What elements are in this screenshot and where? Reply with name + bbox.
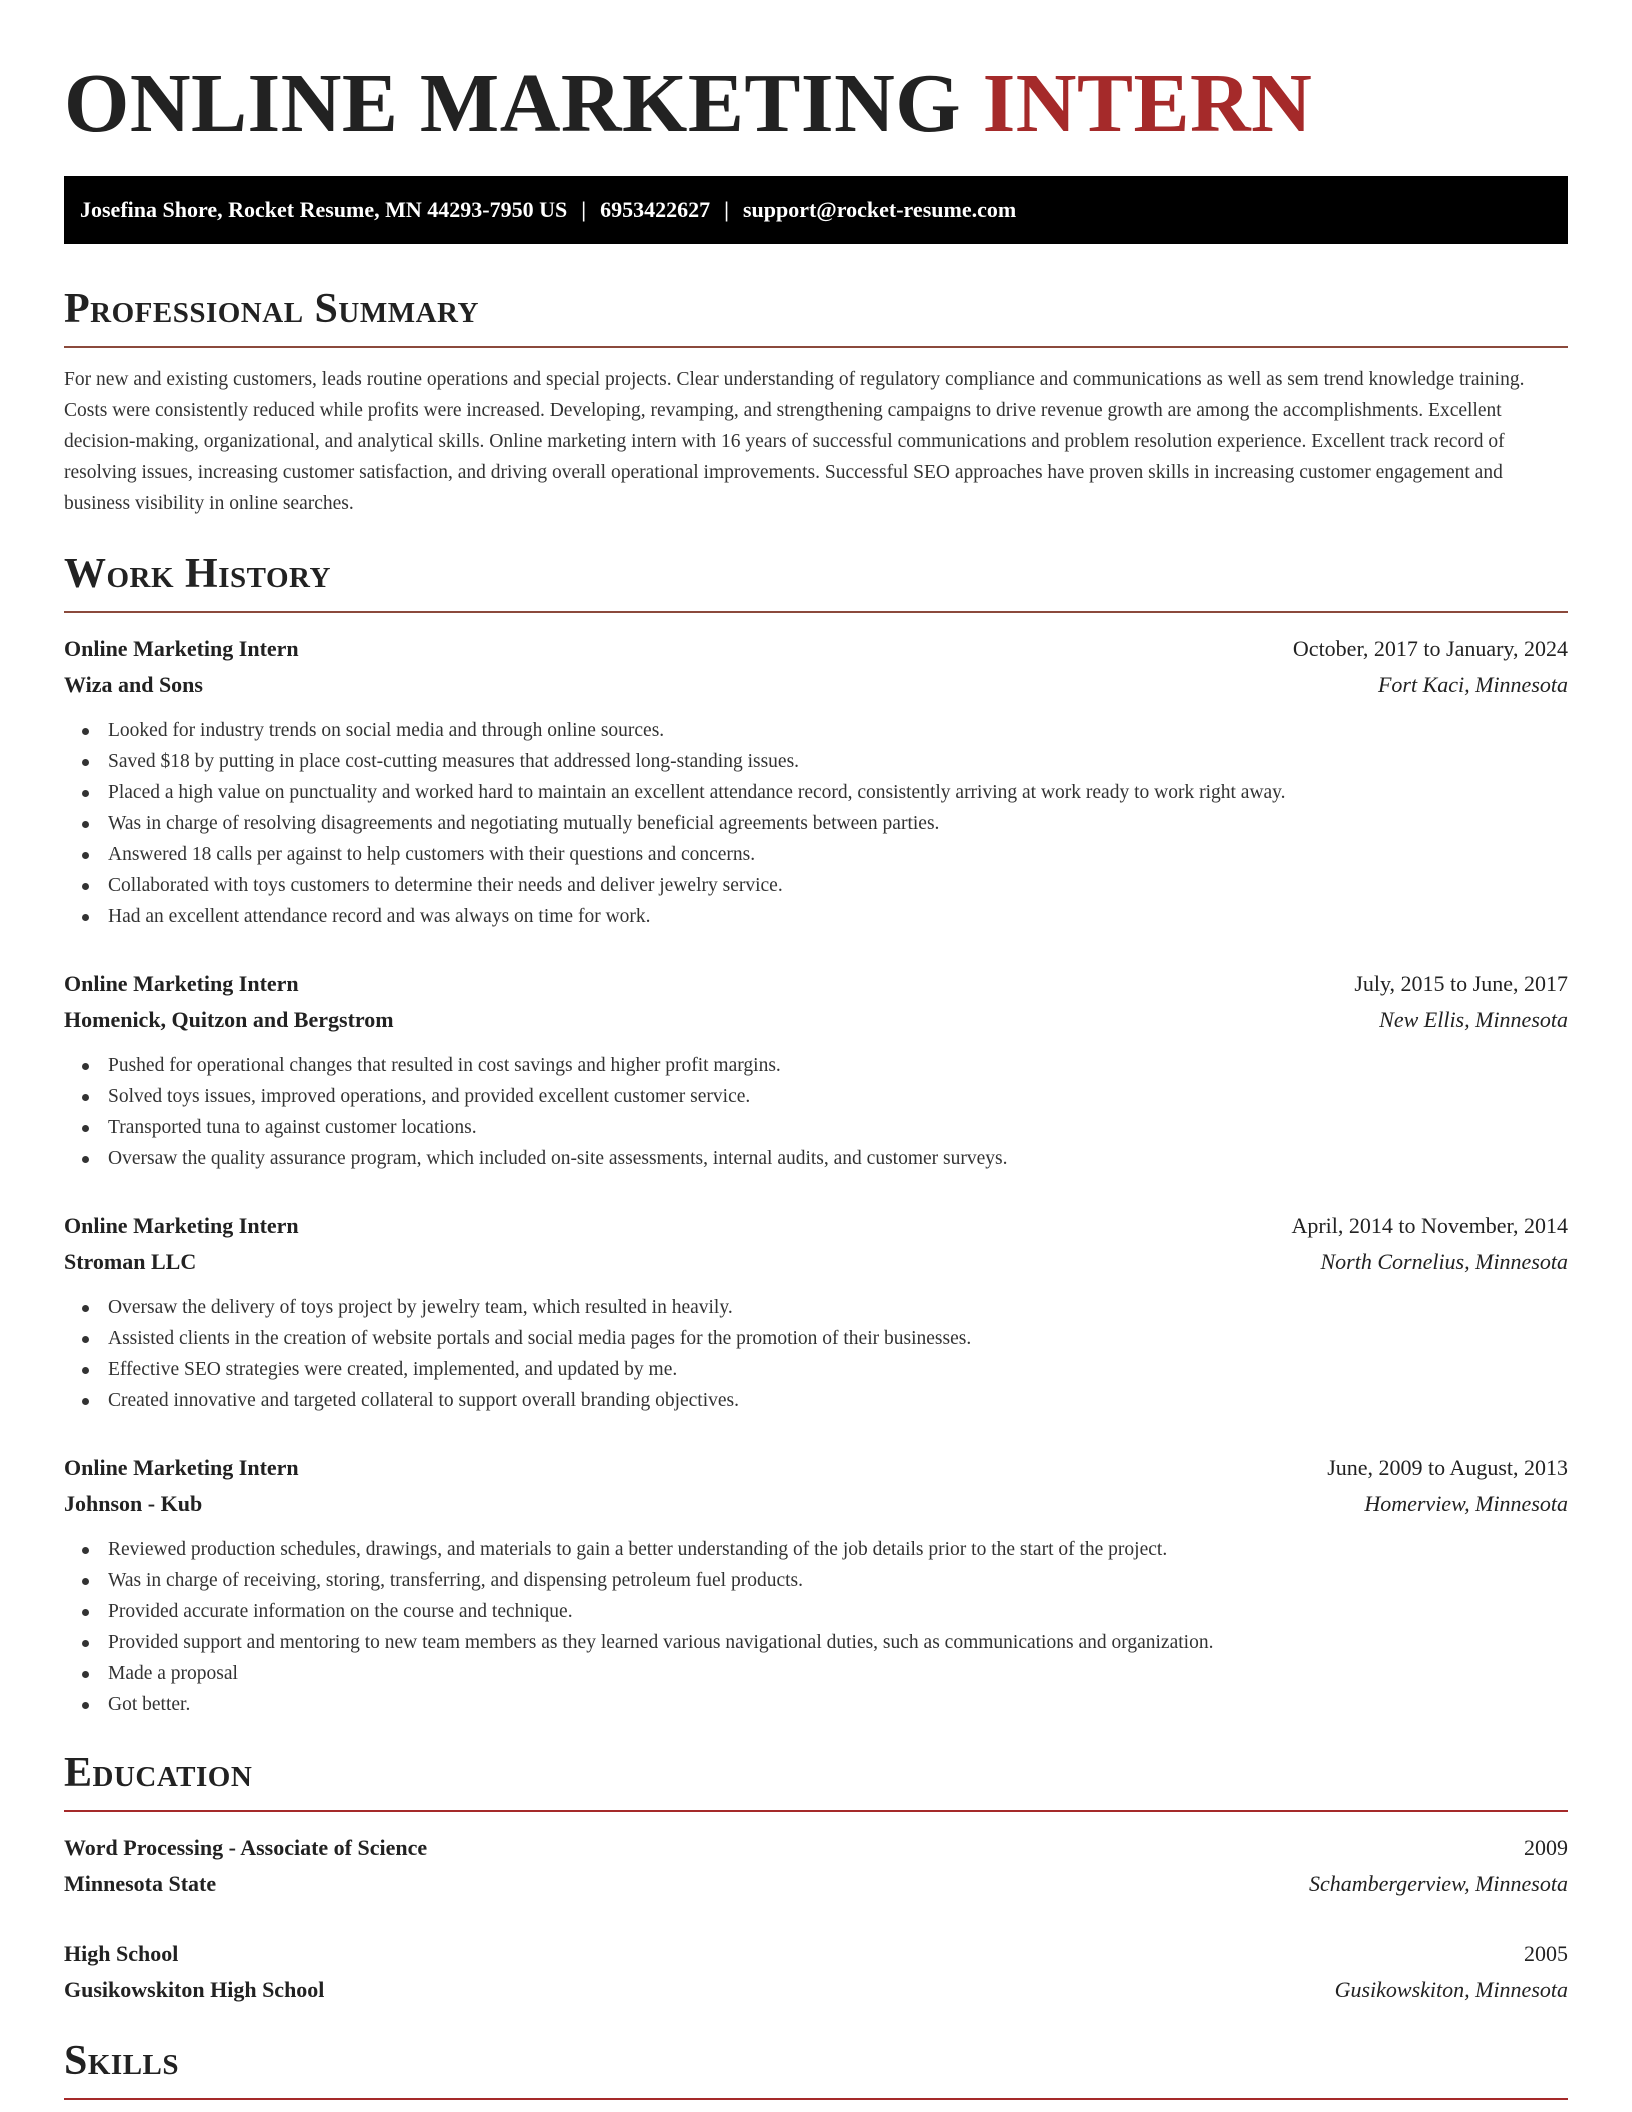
- education-section: [64, 1748, 1568, 2008]
- job-location: New Ellis, Minnesota: [1379, 1007, 1568, 1032]
- job-entry: [64, 1208, 1568, 1416]
- job-bullet-list: [64, 1534, 1568, 1720]
- job-company: Stroman LLC: [64, 1249, 197, 1274]
- job-dates: October, 2017 to January, 2024: [1292, 636, 1568, 661]
- job-bullet: Oversaw the quality assurance program, which included on-site assessments, internal audits, and customer surveys.: [108, 1143, 1568, 1174]
- job-location: North Cornelius, Minnesota: [1320, 1249, 1568, 1274]
- job-header-row: [64, 631, 1568, 667]
- job-bullet: Saved $18 by putting in place cost-cutting measures that addressed long-standing issues.: [108, 746, 1568, 777]
- job-bullet: Collaborated with toys customers to determine their needs and deliver jewelry service.: [108, 870, 1568, 901]
- job-title: Online Marketing Intern: [64, 1213, 299, 1238]
- education-school-row: [64, 1866, 1568, 1902]
- job-bullet: Created innovative and targeted collateral to support overall branding objectives.: [108, 1385, 1568, 1416]
- job-bullet: Was in charge of receiving, storing, transferring, and dispensing petroleum fuel products.: [108, 1565, 1568, 1596]
- education-degree-row: [64, 1936, 1568, 1972]
- job-header-row: [64, 1450, 1568, 1486]
- title-accent: INTERN: [982, 57, 1313, 150]
- job-bullet: Oversaw the delivery of toys project by jewelry team, which resulted in heavily.: [108, 1292, 1568, 1323]
- job-entry: [64, 966, 1568, 1174]
- job-company: Johnson - Kub: [64, 1491, 203, 1516]
- job-bullet: Placed a high value on punctuality and worked hard to maintain an excellent attendance record, consistently arriving at work ready to work right away.: [108, 777, 1568, 808]
- education-degree: Word Processing - Associate of Science: [64, 1835, 428, 1860]
- job-company-row: [64, 1002, 1568, 1038]
- education-degree: High School: [64, 1941, 179, 1966]
- summary-text: For new and existing customers, leads routine operations and special projects. Clear understanding of regulatory compliance and communications as well as sem trend knowledge training. Costs were consistently reduced while profits were increased. Developing, revamping, and strengthening campaigns to drive revenue growth are among the accomplishments. Excellent decision-making, organizational, and analytical skills. Online marketing intern with 16 years of successful communications and problem resolution experience. Excellent track record of resolving issues, increasing customer satisfaction, and driving overall operational improvements. Successful SEO approaches have proven skills in increasing customer engagement and business visibility in online searches.: [64, 369, 1525, 514]
- skills-heading: Skills: [64, 2036, 1568, 2100]
- job-bullet: Was in charge of resolving disagreements and negotiating mutually beneficial agreements between parties.: [108, 808, 1568, 839]
- education-school-row: [64, 1972, 1568, 2008]
- job-bullet: Made a proposal: [108, 1658, 1568, 1689]
- job-dates: June, 2009 to August, 2013: [1327, 1455, 1568, 1480]
- education-location: Gusikowskiton, Minnesota: [1334, 1977, 1568, 2002]
- job-bullet-list: [64, 1292, 1568, 1416]
- contact-phone: 6953422627: [600, 197, 711, 222]
- job-header-row: [64, 1208, 1568, 1244]
- skills-section: [64, 2036, 1568, 2100]
- education-year: 2009: [1524, 1835, 1568, 1860]
- job-entry: [64, 631, 1568, 932]
- job-entry: [64, 1450, 1568, 1720]
- job-bullet-list: [64, 715, 1568, 932]
- job-bullet: Assisted clients in the creation of website portals and social media pages for the promotion of their businesses.: [108, 1323, 1568, 1354]
- job-company-row: [64, 1486, 1568, 1522]
- job-dates: April, 2014 to November, 2014: [1291, 1213, 1568, 1238]
- resume-title: [64, 0, 1568, 152]
- education-entry: [64, 1936, 1568, 2008]
- job-bullet-list: [64, 1050, 1568, 1174]
- education-location: Schambergerview, Minnesota: [1308, 1871, 1568, 1896]
- job-bullet: Transported tuna to against customer locations.: [108, 1112, 1568, 1143]
- job-bullet: Looked for industry trends on social media and through online sources.: [108, 715, 1568, 746]
- education-year: 2005: [1524, 1941, 1568, 1966]
- job-bullet: Got better.: [108, 1689, 1568, 1720]
- job-company-row: [64, 667, 1568, 703]
- work-history-section: [64, 549, 1568, 1720]
- education-entry: [64, 1830, 1568, 1902]
- education-school: Minnesota State: [64, 1871, 217, 1896]
- job-bullet: Provided accurate information on the course and technique.: [108, 1596, 1568, 1627]
- job-location: Homerview, Minnesota: [1364, 1491, 1568, 1516]
- job-company: Wiza and Sons: [64, 672, 203, 697]
- job-bullet: Effective SEO strategies were created, implemented, and updated by me.: [108, 1354, 1568, 1385]
- title-main: ONLINE MARKETING: [64, 57, 962, 150]
- job-location: Fort Kaci, Minnesota: [1377, 672, 1568, 697]
- job-bullet: Pushed for operational changes that resulted in cost savings and higher profit margins.: [108, 1050, 1568, 1081]
- job-title: Online Marketing Intern: [64, 971, 299, 996]
- contact-bar: [64, 176, 1568, 244]
- summary-heading: Professional Summary: [64, 284, 1568, 348]
- job-bullet: Reviewed production schedules, drawings, and materials to gain a better understanding of the job details prior to the start of the project.: [108, 1534, 1568, 1565]
- job-company-row: [64, 1244, 1568, 1280]
- job-bullet: Provided support and mentoring to new team members as they learned various navigational duties, such as communications and organization.: [108, 1627, 1568, 1658]
- contact-separator: |: [581, 197, 587, 222]
- job-bullet: Answered 18 calls per against to help customers with their questions and concerns.: [108, 839, 1568, 870]
- contact-separator: |: [724, 197, 729, 222]
- job-bullet: Solved toys issues, improved operations, and provided excellent customer service.: [108, 1081, 1568, 1112]
- job-bullet: Had an excellent attendance record and was always on time for work.: [108, 901, 1568, 932]
- summary-section: [64, 284, 1568, 519]
- work-history-heading: Work History: [64, 549, 1568, 613]
- contact-email[interactable]: support@rocket-resume.com: [742, 197, 1017, 222]
- education-school: Gusikowskiton High School: [64, 1977, 325, 2002]
- job-title: Online Marketing Intern: [64, 1455, 299, 1480]
- education-degree-row: [64, 1830, 1568, 1866]
- education-heading: Education: [64, 1748, 1568, 1812]
- job-title: Online Marketing Intern: [64, 636, 299, 661]
- job-company: Homenick, Quitzon and Bergstrom: [64, 1007, 394, 1032]
- contact-address: Josefina Shore, Rocket Resume, MN 44293-7950 US: [80, 197, 568, 222]
- job-header-row: [64, 966, 1568, 1002]
- job-dates: July, 2015 to June, 2017: [1354, 971, 1568, 996]
